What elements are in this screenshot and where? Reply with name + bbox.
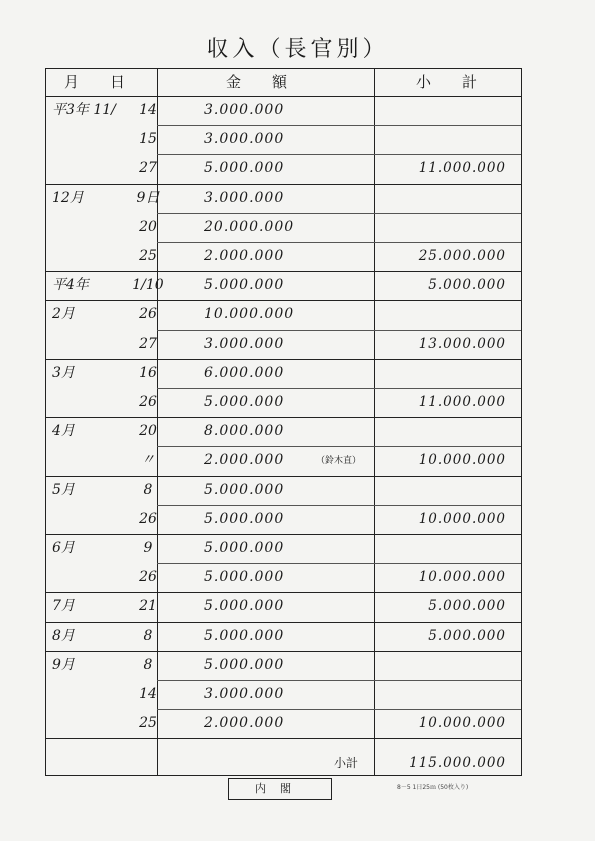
row-subtotal: [380, 680, 520, 708]
row-amount: 5.000.000: [204, 510, 285, 527]
row-month: 4月: [52, 423, 75, 440]
row-subtotal: [380, 125, 520, 153]
row-day: 27: [139, 335, 157, 352]
row-subtotal: 11.000.000: [418, 160, 506, 177]
income-ledger-table: [45, 68, 522, 776]
header-divider: [46, 96, 521, 97]
row-day: 14: [139, 102, 157, 118]
row-amount: 3.000.000: [204, 131, 285, 148]
row-day: 14: [139, 686, 157, 702]
row-month: 6月: [52, 540, 75, 556]
row-subtotal: [380, 651, 520, 679]
row-month: [52, 563, 112, 591]
row-month: [52, 709, 112, 737]
row-day: 27: [139, 160, 157, 177]
row-amount: 5.000.000: [204, 277, 285, 294]
row-amount: 2.000.000: [204, 715, 285, 732]
row-subtotal: 25.000.000: [418, 248, 506, 264]
row-subtotal: [380, 417, 520, 445]
row-amount-note: （鈴木直）: [316, 456, 362, 467]
header-subtotal: 小 計: [416, 73, 486, 91]
row-amount: 5.000.000: [204, 598, 285, 615]
row-amount: 2.000.000: [204, 248, 285, 264]
row-subtotal: 13.000.000: [418, 335, 506, 352]
row-subtotal: [380, 300, 520, 328]
row-day: 9日: [136, 189, 160, 206]
row-month: 平3年 11/: [52, 102, 116, 118]
row-month: [52, 388, 112, 416]
row-amount: 2.000.000: [204, 452, 285, 469]
row-subtotal: [380, 213, 520, 241]
total-label: 小計: [334, 756, 359, 770]
row-subtotal: 11.000.000: [418, 394, 506, 410]
row-amount: 20.000.000: [204, 218, 295, 235]
row-day: 1/10: [132, 277, 164, 294]
row-month: 8月: [52, 627, 75, 644]
row-amount: 5.000.000: [204, 394, 285, 410]
row-amount: 10.000.000: [204, 306, 295, 323]
row-divider: [46, 738, 521, 739]
row-amount: 3.000.000: [204, 686, 285, 702]
row-month: [52, 505, 112, 533]
row-subtotal: 10.000.000: [418, 452, 506, 469]
row-day: 26: [139, 569, 157, 586]
row-subtotal: 10.000.000: [418, 510, 506, 527]
print-note: 8－5 1日25ｍ (50枚入り): [397, 784, 469, 791]
row-subtotal: [380, 184, 520, 212]
row-amount: 5.000.000: [204, 540, 285, 556]
row-day: 8: [143, 627, 153, 644]
row-amount: 3.000.000: [204, 102, 285, 118]
row-month: [52, 213, 112, 241]
row-amount: 5.000.000: [204, 160, 285, 177]
total-value: 115.000.000: [409, 755, 506, 771]
row-amount: 5.000.000: [204, 656, 285, 673]
row-month: 9月: [52, 656, 75, 673]
row-amount: 3.000.000: [204, 189, 285, 206]
row-month: 5月: [52, 481, 75, 498]
row-day: 26: [139, 306, 157, 323]
column-divider-subtotal: [374, 69, 375, 775]
row-month: 平4年: [52, 277, 89, 294]
row-day: 21: [139, 598, 157, 615]
row-subtotal: 5.000.000: [428, 627, 506, 644]
row-month: [52, 446, 112, 474]
row-subtotal: [380, 534, 520, 562]
row-month: [52, 125, 112, 153]
row-month: 3月: [52, 364, 75, 381]
row-subtotal: [380, 359, 520, 387]
row-day: 8: [143, 656, 153, 673]
row-day: 26: [139, 510, 157, 527]
row-subtotal: 5.000.000: [428, 277, 506, 294]
row-month: 7月: [52, 598, 75, 615]
header-amount: 金 額: [226, 73, 296, 91]
row-month: [52, 680, 112, 708]
row-day: 〃: [141, 452, 155, 469]
row-day: 20: [139, 423, 157, 440]
row-month: 12月: [52, 189, 84, 206]
row-amount: 6.000.000: [204, 364, 285, 381]
row-amount: 5.000.000: [204, 627, 285, 644]
row-amount: 5.000.000: [204, 481, 285, 498]
row-day: 20: [139, 218, 157, 235]
row-day: 8: [143, 481, 153, 498]
row-day: 16: [139, 364, 157, 381]
row-amount: 3.000.000: [204, 335, 285, 352]
cabinet-label-box: 内閣: [228, 778, 332, 800]
row-day: 25: [139, 248, 157, 264]
row-month: 2月: [52, 306, 75, 323]
row-subtotal: 5.000.000: [428, 598, 506, 615]
row-day: 15: [139, 131, 157, 148]
page-title: 収入（長官別）: [206, 37, 389, 62]
row-subtotal: 10.000.000: [418, 715, 506, 732]
header-month-day: 月 日: [64, 73, 134, 91]
row-month: [52, 242, 112, 270]
row-day: 26: [139, 394, 157, 410]
row-month: [52, 330, 112, 358]
row-subtotal: 10.000.000: [418, 569, 506, 586]
row-day: 25: [139, 715, 157, 732]
table-header: [46, 69, 521, 96]
row-amount: 8.000.000: [204, 423, 285, 440]
row-day: 9: [143, 540, 153, 556]
row-month: [52, 154, 112, 182]
row-subtotal: [380, 476, 520, 504]
row-amount: 5.000.000: [204, 569, 285, 586]
row-subtotal: [380, 96, 520, 124]
